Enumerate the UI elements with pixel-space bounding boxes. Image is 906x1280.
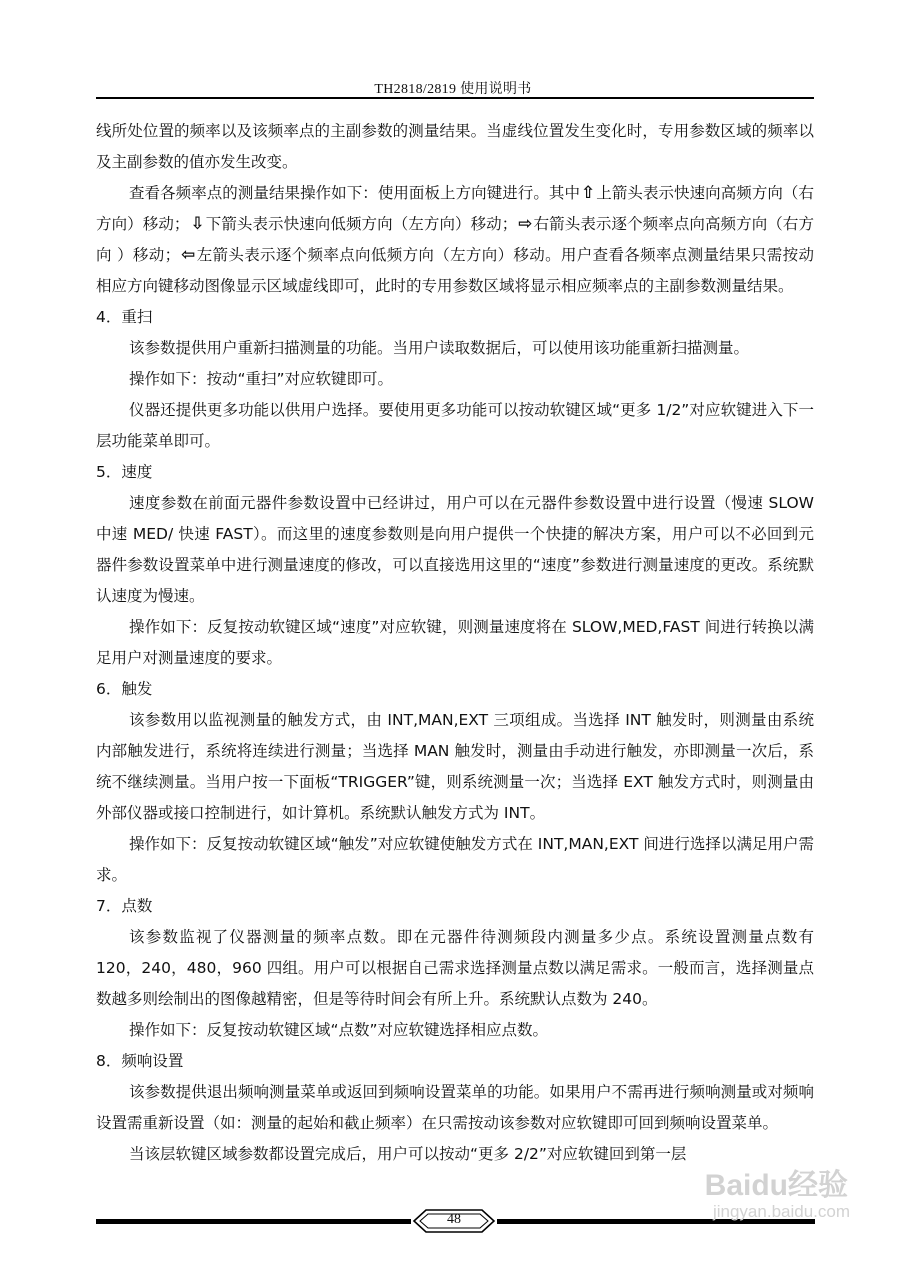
- section-heading-points: 7．点数: [96, 897, 153, 915]
- paragraph: 仪器还提供更多功能以供用户选择。要使用更多功能可以按动软键区域“更多 1/2”对应软键进入下一层功能菜单即可。: [96, 401, 814, 450]
- up-arrow-icon: ⇧: [581, 183, 596, 203]
- paragraph: 操作如下：按动“重扫”对应软键即可。: [129, 370, 394, 388]
- watermark-url: jingyan.baidu.com: [712, 1202, 850, 1221]
- footer-rule-left: [96, 1219, 411, 1224]
- paragraph: 当该层软键区域参数都设置完成后，用户可以按动“更多 2/2”对应软键回到第一层: [129, 1145, 687, 1163]
- paragraph: 操作如下：反复按动软键区域“触发”对应软键使触发方式在 INT,MAN,EXT 间进行选择以满足用户需求。: [96, 835, 814, 884]
- paragraph: 操作如下：反复按动软键区域“点数”对应软键选择相应点数。: [129, 1021, 549, 1039]
- paragraph: 该参数提供用户重新扫描测量的功能。当用户读取数据后，可以使用该功能重新扫描测量。: [129, 339, 750, 357]
- page-number: 48: [447, 1212, 461, 1227]
- paragraph: 该参数用以监视测量的触发方式，由 INT,MAN,EXT 三项组成。当选择 INT 触发时，则测量由系统内部触发进行，系统将连续进行测量；当选择 MAN 触发时，测量由手动进行触发，亦即测量一次后，系统不继续测量。当用户按一下面板“TRIGGER”键，则系统测量一次；当选择 EXT 触发方式时，则测量由外部仪器或接口控制进行，如计算机。系统默认触发方式为 INT。: [96, 711, 814, 822]
- section-heading-trigger: 6．触发: [96, 680, 153, 698]
- page-header-title: TH2818/2819 使用说明书: [374, 82, 532, 97]
- section-heading-freq-response: 8．频响设置: [96, 1052, 184, 1070]
- paragraph: 线所处位置的频率以及该频率点的主副参数的测量结果。当虚线位置发生变化时，专用参数区域的频率以及主副参数的值亦发生改变。: [96, 122, 814, 171]
- paragraph: 该参数监视了仪器测量的频率点数。即在元器件待测频段内测量多少点。系统设置测量点数有 120，240，480，960 四组。用户可以根据自己需求选择测量点数以满足需求。一般而言，选择测量点数越多则绘制出的图像越精密，但是等待时间会有所上升。系统默认点数为 240。: [96, 928, 814, 1008]
- paragraph: 操作如下：反复按动软键区域“速度”对应软键，则测量速度将在 SLOW,MED,FAST 间进行转换以满足用户对测量速度的要求。: [96, 618, 814, 667]
- paragraph-arrow-keys: [96, 178, 814, 302]
- section-heading-speed: 5．速度: [96, 463, 153, 481]
- down-arrow-icon: ⇩: [190, 214, 205, 234]
- left-arrow-icon: ⇦: [181, 245, 196, 265]
- paragraph: 该参数提供退出频响测量菜单或返回到频响设置菜单的功能。如果用户不需再进行频响测量或对频响设置需重新设置（如：测量的起始和截止频率）在只需按动该参数对应软键即可回到频响设置菜单。: [96, 1083, 814, 1132]
- document-body: [96, 116, 814, 1170]
- paragraph-text: 查看各频率点的测量结果操作如下：使用面板上方向键进行。其中: [129, 184, 580, 202]
- paragraph: 速度参数在前面元器件参数设置中已经讲过，用户可以在元器件参数设置中进行设置（慢速 SLOW 中速 MED/ 快速 FAST）。而这里的速度参数则是向用户提供一个快捷的解决方案，用户可以不必回到元器件参数设置菜单中进行测量速度的修改，可以直接选用这里的“速度”参数进行测量速度的更改。系统默认速度为慢速。: [96, 494, 814, 605]
- watermark-logo: Baidu经验: [704, 1169, 848, 1202]
- header-rule: [96, 97, 814, 99]
- paragraph-text: 上箭头表示快速向高频方向（右方向）移动；: [96, 184, 814, 233]
- section-heading-rescan: 4．重扫: [96, 308, 153, 326]
- paragraph-text: 右箭头表示逐个频率点向高频方向（右方向 ）移动；: [96, 215, 814, 264]
- paragraph-text: 下箭头表示快速向低频方向（左方向）移动；: [205, 215, 518, 233]
- right-arrow-icon: ⇨: [518, 214, 533, 234]
- paragraph-text: 左箭头表示逐个频率点向低频方向（左方向）移动。用户查看各频率点测量结果只需按动相应方向键移动图像显示区域虚线即可，此时的专用参数区域将显示相应频率点的主副参数测量结果。: [96, 246, 814, 295]
